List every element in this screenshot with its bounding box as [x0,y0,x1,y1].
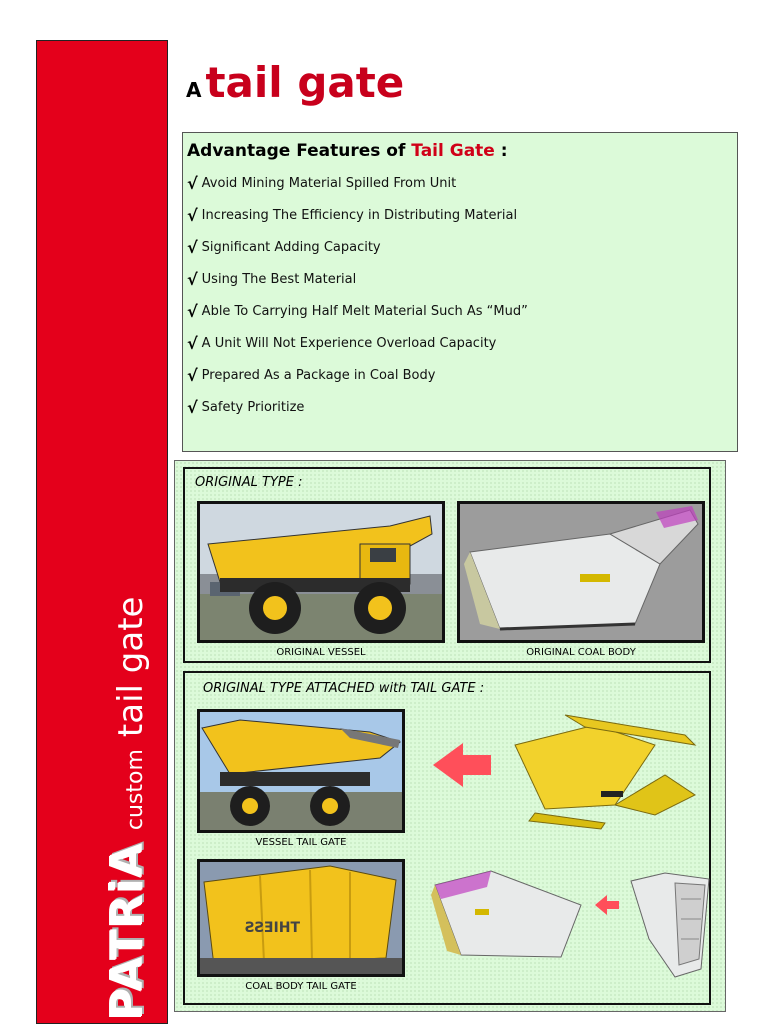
check-icon: √ [187,205,198,225]
features-heading-suffix: : [494,141,508,161]
page-title [186,58,404,107]
small-left-arrow-icon [595,895,619,915]
list-item [187,263,737,295]
list-item [187,327,737,359]
original-vessel-photo [197,501,445,643]
tail-gate-vessel-render [505,705,705,835]
coal-tail-gate-part-render [625,869,713,979]
check-icon: √ [187,301,198,321]
feature-text: Increasing The Efficiency in Distributing Material [201,207,518,223]
original-coal-body-caption: ORIGINAL COAL BODY [526,647,636,658]
sidebar-tail-gate-label: tail gate [111,596,151,738]
list-item [187,167,737,199]
feature-text: Able To Carrying Half Melt Material Such As “Mud” [201,303,528,319]
feature-text: A Unit Will Not Experience Overload Capacity [201,335,497,351]
attached-title-part3: TAIL GATE : [406,681,485,696]
original-type-section [183,467,711,663]
vessel-tail-gate-photo [197,709,405,833]
coal-body-illustration [460,504,702,640]
original-vessel-caption: ORIGINAL VESSEL [276,647,366,658]
patria-logo: PATRiA [102,842,153,1020]
check-icon: √ [187,365,198,385]
page-title-main: tail gate [205,58,405,107]
coal-body-assembled-render [431,865,591,965]
features-heading [187,141,737,161]
features-box [182,132,738,452]
check-icon: √ [187,173,198,193]
attached-type-title [203,681,484,696]
list-item [187,199,737,231]
feature-text: Avoid Mining Material Spilled From Unit [201,175,457,191]
features-heading-highlight: Tail Gate [411,141,495,161]
list-item [187,231,737,263]
feature-text: Using The Best Material [201,271,357,287]
sidebar-custom-label: custom [123,749,148,831]
vessel-tail-gate-caption: VESSEL TAIL GATE [255,837,347,848]
check-icon: √ [187,333,198,353]
dump-truck-illustration [200,504,442,640]
attached-title-part1: ORIGINAL TYPE ATTACHED [203,681,379,696]
vessel-tail-gate-illustration [200,712,402,830]
page-title-prefix: A [186,78,202,102]
feature-text: Prepared As a Package in Coal Body [201,367,436,383]
check-icon: √ [187,269,198,289]
coal-body-tail-gate-photo [197,859,405,977]
attached-title-part2: with [378,681,407,696]
feature-text: Significant Adding Capacity [201,239,381,255]
features-heading-prefix: Advantage Features of [187,141,412,161]
check-icon: √ [187,397,198,417]
list-item [187,391,737,423]
image-panel [174,460,726,1012]
feature-text: Safety Prioritize [201,399,305,415]
original-type-title: ORIGINAL TYPE : [195,475,303,490]
coal-body-tail-gate-illustration [200,862,402,974]
list-item [187,359,737,391]
left-arrow-icon [433,743,493,787]
attached-type-section [183,671,711,1005]
sidebar-vertical-text [102,597,153,1020]
coal-body-tail-gate-caption: COAL BODY TAIL GATE [245,981,357,992]
thiess-truck-text: THIESS [244,920,300,936]
list-item [187,295,737,327]
original-coal-body-render [457,501,705,643]
check-icon: √ [187,237,198,257]
features-list [187,167,737,423]
